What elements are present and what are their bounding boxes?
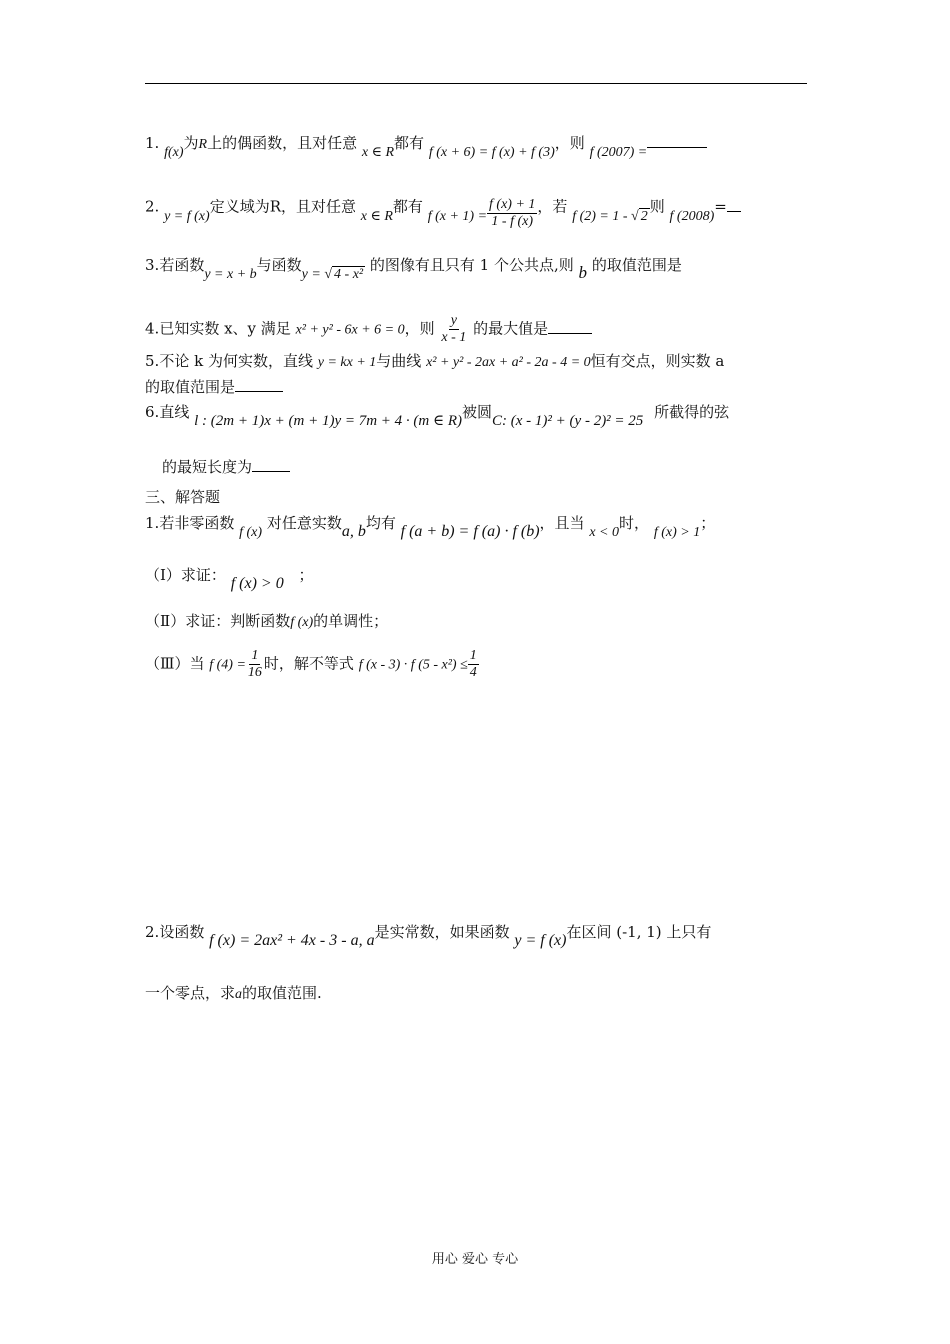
question-number: 3. [145, 256, 160, 274]
text: 的取值范围是 [591, 256, 682, 274]
math-line: y = kx + 1 [317, 355, 377, 370]
text: 直线 [159, 403, 190, 421]
fraction [246, 648, 264, 681]
math-line: l : (2m + 1)x + (m + 1)y = 7m + 4 · (m ∈ R) [194, 413, 463, 429]
question-5-cont [145, 377, 810, 397]
text: 的单调性； [313, 612, 389, 630]
answer-blank [727, 211, 741, 212]
answer-blank [548, 333, 592, 334]
math-gt: f (x) > 1 [653, 525, 701, 540]
question-2: 2. y = f (x)定义域为R，且对任意 x ∈ R都有 f (x + 1) = $\frac{f (x) + 1}{1 - f (x)}$ ，若 f (2) = 1 - √ 2则 f (2008)= [145, 191, 810, 224]
problem-1-part-3 [145, 648, 810, 681]
section-title: 三、解答题 [145, 488, 221, 506]
math-y: y = f (x) [164, 208, 210, 224]
math-equation: x² + y² - 6x + 6 = 0 [295, 322, 405, 338]
fraction [439, 313, 468, 346]
text: 一个零点，求 [145, 984, 236, 1002]
text: 定义域为R，且对任意 [209, 197, 356, 216]
math-lhs: f (x + 1) = [427, 208, 488, 224]
question-number: 6. [145, 403, 160, 421]
problem-2-cont [145, 983, 810, 1005]
problem-1-part-2 [145, 611, 810, 633]
text: 的取值范围. [242, 984, 322, 1002]
text: 设函数 [159, 923, 205, 941]
math-ask: f (2008) [669, 208, 715, 224]
part-label: （Ⅱ）求证：判断函数 [145, 612, 291, 630]
math-curve: x² + y² - 2ax + a² - 2a - 4 = 0 [426, 355, 591, 370]
denominator: 1 - f (x) [491, 214, 534, 229]
text: ，若 [537, 197, 568, 216]
math-f2: y = [301, 267, 321, 282]
text: 若函数 [159, 256, 205, 274]
text: ，则 [404, 319, 435, 338]
answer-blank [647, 147, 707, 148]
text: ； [700, 514, 716, 532]
text: 对任意实数 [266, 514, 342, 532]
math-cond: x < 0 [589, 525, 620, 540]
problem-2 [145, 922, 810, 949]
text: ； [298, 566, 314, 584]
text: ，且当 [539, 514, 585, 532]
question-number: 2. [145, 197, 160, 216]
numerator: y [450, 313, 457, 328]
math-x-in-R: x ∈ R [361, 145, 395, 160]
text: 的取值范围是 [145, 378, 236, 396]
question-6 [145, 402, 810, 429]
answer-blank [235, 391, 283, 392]
answer-blank [252, 471, 290, 472]
text: 都有 [392, 197, 423, 216]
numerator: f (x) + 1 [489, 197, 536, 212]
math-inequality: f (x - 3) · f (5 - x²) ≤ [358, 657, 468, 673]
denominator: 16 [247, 665, 262, 680]
math-b: b [578, 263, 588, 282]
text: 在区间 (-1, 1) 上只有 [566, 923, 712, 941]
math-equation: f (x + 6) = f (x) + f (3) [428, 145, 555, 160]
text: 都有 [394, 134, 425, 152]
problem-1-part-1 [145, 565, 810, 592]
math-x-in-R: x ∈ R [360, 208, 393, 224]
math-fx: f (x) [239, 525, 263, 540]
math-equation: f (x) = 2ax² + 4x - 3 - a, a [209, 932, 375, 949]
numerator: 1 [251, 648, 259, 663]
text: 的图像有且只有 1 个公共点,则 [369, 256, 574, 274]
question-number: 4. [145, 319, 160, 338]
question-number: 2. [145, 923, 160, 941]
question-number: 1. [145, 514, 160, 532]
text: 已知实数 x、y 满足 [159, 319, 291, 338]
question-number: 5. [145, 352, 160, 370]
numerator: 1 [469, 648, 477, 663]
text: 与曲线 [376, 352, 422, 370]
question-6-cont [162, 457, 827, 477]
math-a: a [235, 987, 243, 1002]
text: 的最大值是 [473, 319, 549, 338]
question-5 [145, 351, 810, 373]
math-f4: f (4) = [209, 657, 246, 673]
text: 时， [619, 514, 650, 532]
sqrt-2: 2 [640, 208, 648, 224]
footer: 用心 爱心 专心 [431, 1252, 519, 1267]
text: ，则 [554, 134, 585, 152]
question-number: 1. [145, 134, 160, 152]
text: 与函数 [256, 256, 302, 274]
math-equation: f (a + b) = f (a) · f (b) [400, 523, 540, 540]
text: 时，解不等式 [263, 654, 354, 673]
math-f1: y = x + b [204, 267, 257, 282]
math-y: y = f (x) [514, 932, 567, 949]
fraction [487, 197, 537, 230]
text: 的最短长度为 [162, 458, 253, 476]
denominator: x - 1 [441, 330, 467, 345]
math-ask: f (2007) = [589, 145, 648, 160]
text: 不论 k 为何实数，直线 [159, 352, 313, 370]
text: 恒有交点，则实数 a [590, 352, 725, 370]
math-cond: f (2) = 1 - [572, 208, 628, 224]
fraction [468, 648, 479, 681]
text: = [714, 197, 727, 216]
text: 所截得的弦 [654, 403, 730, 421]
part-label: （Ⅲ）当 [145, 654, 205, 673]
text: 被圆 [462, 403, 493, 421]
text: 均有 [365, 514, 396, 532]
text: 为 [183, 134, 199, 152]
text: 若非零函数 [159, 514, 235, 532]
part-label: （Ⅰ）求证： [145, 566, 226, 584]
text: 是实常数，如果函数 [374, 923, 510, 941]
header-rule [145, 83, 807, 84]
text: 则 [649, 197, 665, 216]
math-fx: f (x) [290, 615, 314, 630]
math-ab: a, b [341, 523, 366, 540]
question-3: 3.若函数y = x + b与函数y = √ 4 - x² 的图像有且只有 1 个公共点,则 b 的取值范围是 [145, 256, 682, 282]
sqrt-expr: 4 - x² [334, 267, 364, 282]
math-circle: C: (x - 1)² + (y - 2)² = 25 [492, 413, 644, 429]
text: 上的偶函数，且对任意 [207, 134, 358, 152]
math-eq: f (x) > 0 [230, 575, 284, 592]
math-fx: f(x) [164, 145, 184, 160]
problem-1 [145, 513, 810, 540]
question-1 [145, 133, 810, 160]
denominator: 4 [469, 665, 477, 680]
question-4 [145, 313, 810, 346]
math-R: R [198, 137, 208, 152]
